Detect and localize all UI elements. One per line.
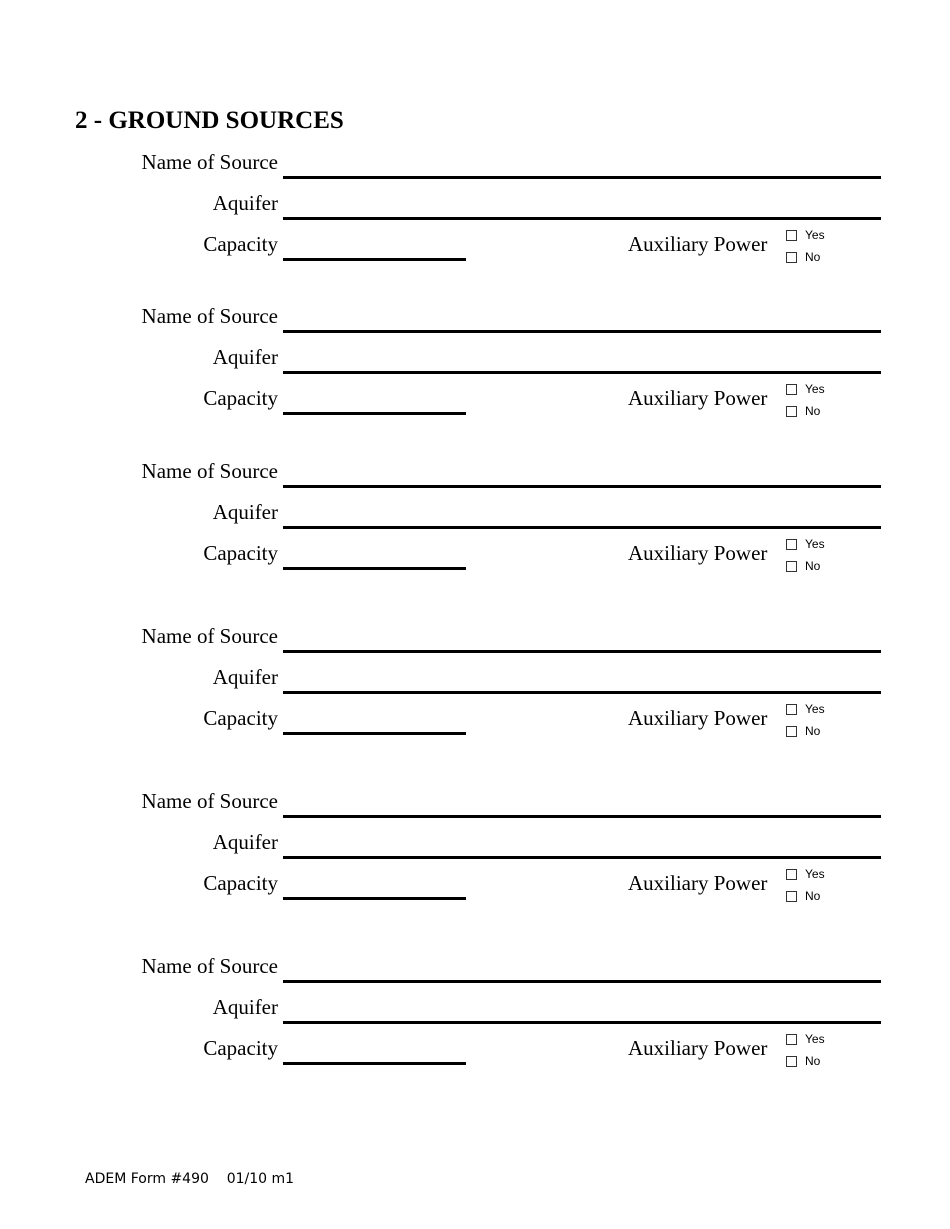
aux-power-yes-option[interactable] (786, 1032, 825, 1046)
name-of-source-label: Name of Source (141, 789, 278, 813)
auxiliary-power-label: Auxiliary Power (628, 1036, 768, 1060)
auxiliary-power-label: Auxiliary Power (628, 386, 768, 410)
aux-power-yes-option[interactable] (786, 867, 825, 881)
capacity-field[interactable] (283, 1062, 466, 1065)
name-of-source-field[interactable] (283, 485, 881, 488)
aux-power-yes-checkbox[interactable] (786, 384, 797, 395)
aux-power-no-option[interactable] (786, 404, 820, 418)
name-of-source-field[interactable] (283, 176, 881, 179)
aquifer-field[interactable] (283, 691, 881, 694)
aux-power-yes-label: Yes (805, 382, 825, 396)
capacity-field[interactable] (283, 258, 466, 261)
aquifer-label: Aquifer (212, 995, 278, 1019)
aquifer-label: Aquifer (212, 500, 278, 524)
aux-power-no-option[interactable] (786, 1054, 820, 1068)
ground-source-block (0, 302, 950, 432)
auxiliary-power-label: Auxiliary Power (628, 706, 768, 730)
capacity-field[interactable] (283, 897, 466, 900)
aux-power-no-option[interactable] (786, 559, 820, 573)
capacity-label: Capacity (203, 706, 278, 730)
aquifer-field[interactable] (283, 217, 881, 220)
capacity-label: Capacity (203, 386, 278, 410)
aux-power-no-label: No (805, 404, 821, 418)
name-of-source-field[interactable] (283, 330, 881, 333)
aux-power-yes-label: Yes (805, 867, 825, 881)
aux-power-no-label: No (805, 250, 821, 264)
aquifer-label: Aquifer (212, 830, 278, 854)
capacity-label: Capacity (203, 232, 278, 256)
aux-power-no-checkbox[interactable] (786, 406, 797, 417)
name-of-source-label: Name of Source (141, 304, 278, 328)
capacity-field[interactable] (283, 412, 466, 415)
aux-power-no-checkbox[interactable] (786, 1056, 797, 1067)
aux-power-yes-checkbox[interactable] (786, 1034, 797, 1045)
aquifer-field[interactable] (283, 371, 881, 374)
name-of-source-field[interactable] (283, 815, 881, 818)
aux-power-no-label: No (805, 889, 821, 903)
auxiliary-power-label: Auxiliary Power (628, 871, 768, 895)
ground-source-block (0, 787, 950, 917)
ground-source-block (0, 148, 950, 278)
name-of-source-label: Name of Source (141, 624, 278, 648)
form-footer: ADEM Form #490 01/10 m1 (85, 1171, 295, 1187)
aux-power-no-option[interactable] (786, 889, 820, 903)
aux-power-yes-label: Yes (805, 1032, 825, 1046)
aquifer-field[interactable] (283, 1021, 881, 1024)
aux-power-no-checkbox[interactable] (786, 252, 797, 263)
aux-power-yes-option[interactable] (786, 382, 825, 396)
aquifer-label: Aquifer (212, 665, 278, 689)
aux-power-yes-checkbox[interactable] (786, 230, 797, 241)
aquifer-label: Aquifer (212, 345, 278, 369)
name-of-source-label: Name of Source (141, 150, 278, 174)
name-of-source-label: Name of Source (141, 459, 278, 483)
section-title: 2 - GROUND SOURCES (75, 107, 344, 134)
aux-power-no-option[interactable] (786, 250, 820, 264)
aux-power-no-label: No (805, 1054, 821, 1068)
aux-power-yes-option[interactable] (786, 228, 825, 242)
aquifer-field[interactable] (283, 856, 881, 859)
ground-source-block (0, 952, 950, 1082)
capacity-label: Capacity (203, 541, 278, 565)
name-of-source-field[interactable] (283, 980, 881, 983)
aux-power-yes-label: Yes (805, 537, 825, 551)
aquifer-label: Aquifer (212, 191, 278, 215)
aquifer-field[interactable] (283, 526, 881, 529)
aux-power-yes-option[interactable] (786, 537, 825, 551)
aux-power-yes-label: Yes (805, 228, 825, 242)
aux-power-no-checkbox[interactable] (786, 891, 797, 902)
ground-source-block (0, 622, 950, 752)
aux-power-yes-option[interactable] (786, 702, 825, 716)
aux-power-no-label: No (805, 559, 821, 573)
aux-power-yes-checkbox[interactable] (786, 539, 797, 550)
auxiliary-power-label: Auxiliary Power (628, 541, 768, 565)
aux-power-yes-checkbox[interactable] (786, 704, 797, 715)
name-of-source-label: Name of Source (141, 954, 278, 978)
auxiliary-power-label: Auxiliary Power (628, 232, 768, 256)
aux-power-no-label: No (805, 724, 821, 738)
capacity-field[interactable] (283, 732, 466, 735)
aux-power-yes-label: Yes (805, 702, 825, 716)
aux-power-yes-checkbox[interactable] (786, 869, 797, 880)
name-of-source-field[interactable] (283, 650, 881, 653)
capacity-field[interactable] (283, 567, 466, 570)
aux-power-no-checkbox[interactable] (786, 726, 797, 737)
ground-source-block (0, 457, 950, 587)
aux-power-no-option[interactable] (786, 724, 820, 738)
capacity-label: Capacity (203, 1036, 278, 1060)
aux-power-no-checkbox[interactable] (786, 561, 797, 572)
capacity-label: Capacity (203, 871, 278, 895)
